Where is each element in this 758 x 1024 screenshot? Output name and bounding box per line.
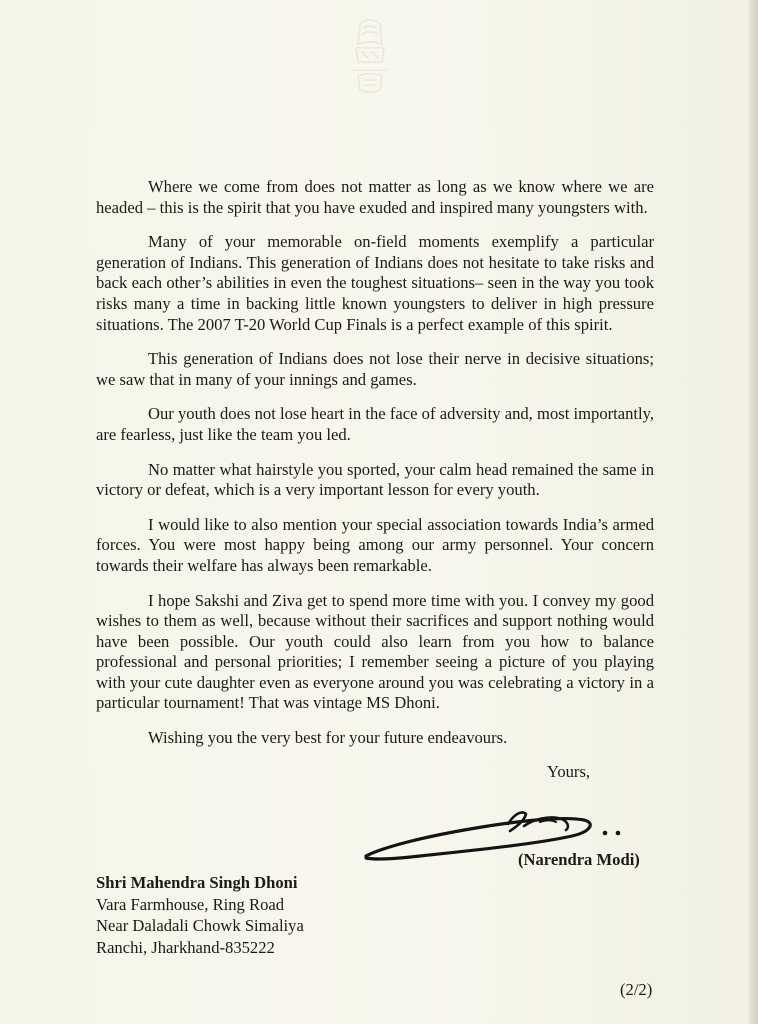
letter-paragraph: Where we come from does not matter as long as we know where we are headed – this is the spirit that you have exuded and inspired many youngsters with. <box>96 177 654 217</box>
address-line: Ranchi, Jharkhand-835222 <box>96 937 275 957</box>
letter-paragraph: Our youth does not lose heart in the face of adversity and, most importantly, are fearless, just like the team you led. <box>96 404 654 444</box>
letter-paragraph: I would like to also mention your special association towards India’s armed forces. You were most happy being among our army personnel. Your concern towards their welfare has always been remarkable. <box>96 514 654 575</box>
letter-paragraph: I hope Sakshi and Ziva get to spend more time with you. I convey my good wishes to them as well, because without their sacrifices and support nothing would have been possible. Our youth could also learn from you how to balance professional and personal priorities; I remember seeing a picture of you playing with your cute daughter even as everyone around you was celebrating a victory in a particular tournament! That was vintage MS Dhoni. <box>96 590 654 713</box>
letter-paragraph: Many of your memorable on-field moments exemplify a particular generation of Indians. This generation of Indians does not hesitate to take risks and back each other’s abilities in even the toughest situations– seen in the way you took risks many a time in backing little known youngsters to deliver in high pressure situations. The 2007 T-20 World Cup Finals is a perfect example of this spirit. <box>96 232 654 334</box>
letter-paragraph: Wishing you the very best for your future endeavours. <box>148 728 508 748</box>
letter-paragraph: No matter what hairstyle you sported, your calm head remained the same in victory or defeat, which is a very important lesson for every youth. <box>96 459 654 500</box>
address-line: Vara Farmhouse, Ring Road <box>96 894 285 914</box>
address-line: Near Daladali Chowk Simaliya <box>96 916 304 936</box>
recipient-address <box>96 872 304 958</box>
signatory-name: (Narendra Modi) <box>518 850 640 869</box>
embossed-emblem-icon <box>346 14 394 106</box>
letter-paragraph: This generation of Indians does not lose their nerve in decisive situations; we saw that in many of your innings and games. <box>96 349 654 389</box>
letter-body <box>96 177 654 763</box>
closing-salutation: Yours, <box>547 762 591 781</box>
recipient-name: Shri Mahendra Singh Dhoni <box>96 873 298 892</box>
page-number: (2/2) <box>620 980 653 999</box>
page-edge <box>749 0 758 1024</box>
